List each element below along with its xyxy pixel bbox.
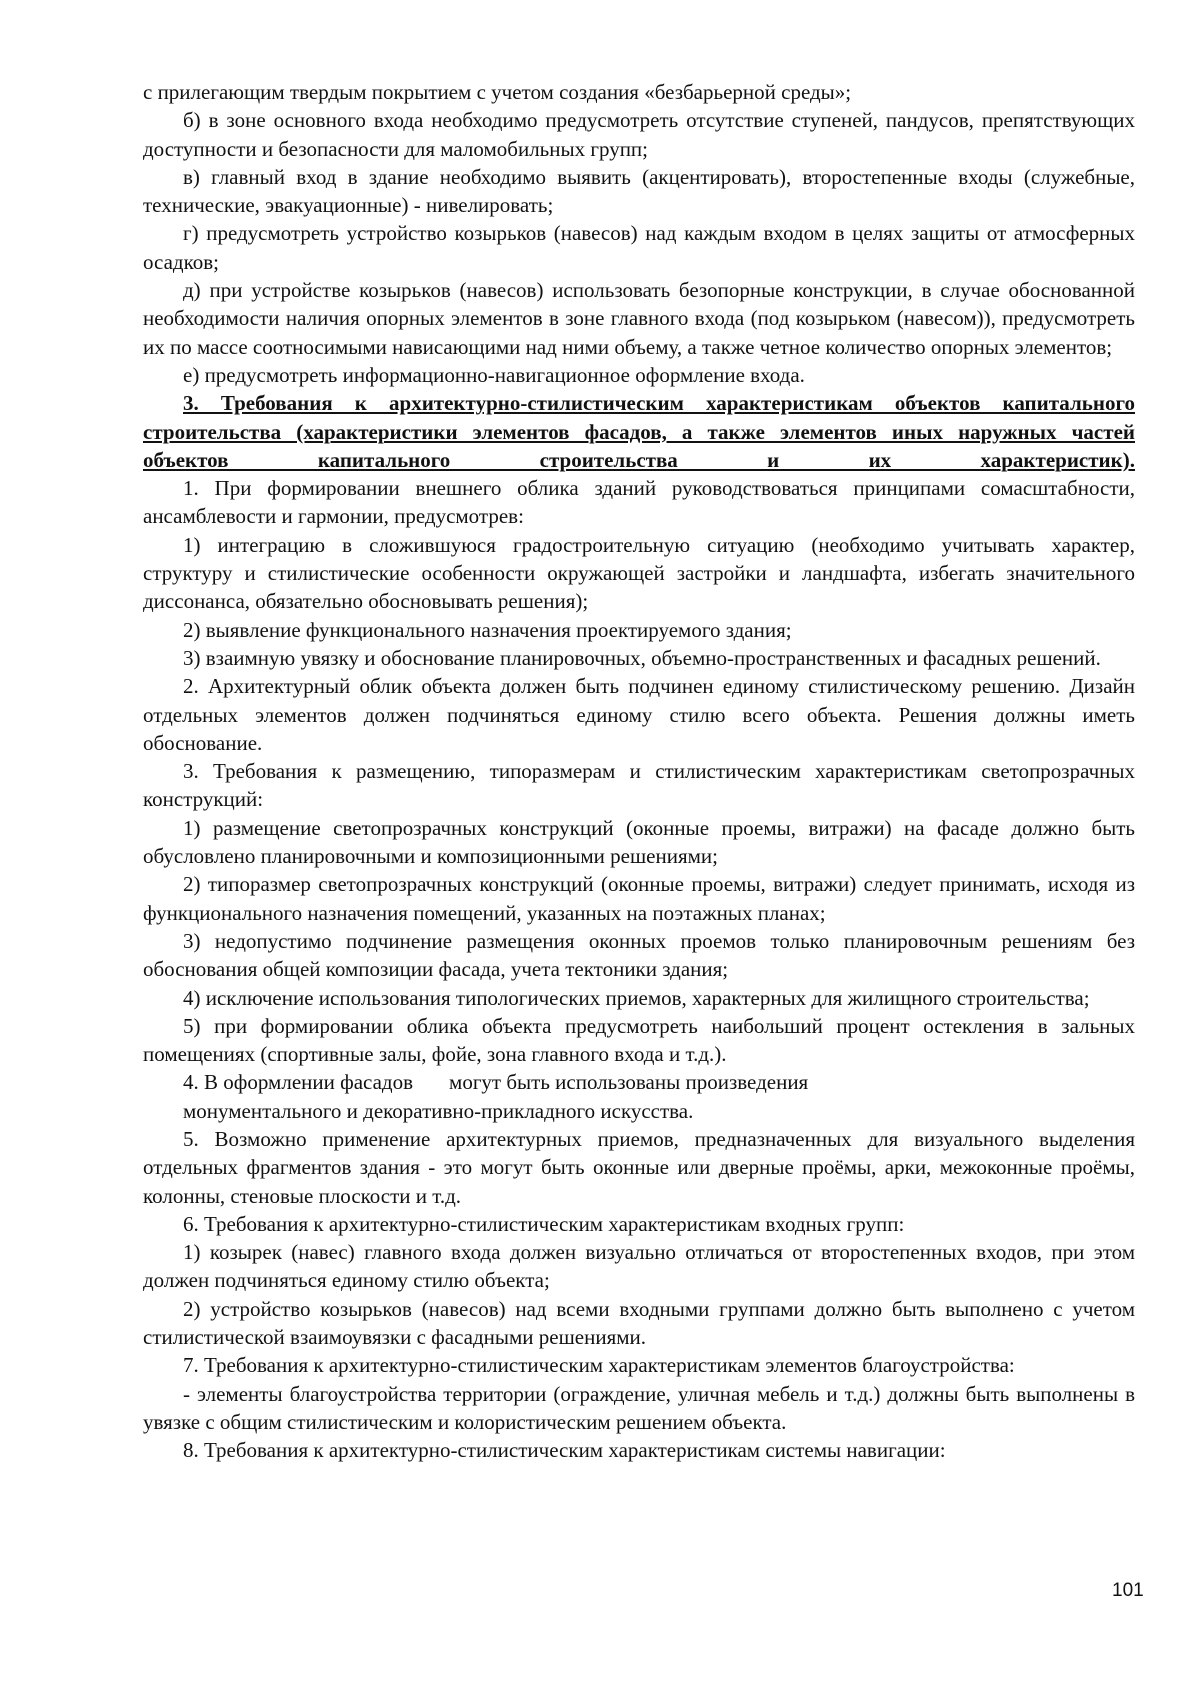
paragraph-4-part2: могут быть использованы произведения [449, 1070, 809, 1095]
subitem-3-5: 5) при формировании облика объекта предусмотреть наибольший процент остекления в зальных помещениях (спортивные залы, фойе, зона главного входа и т.д.). [143, 1013, 1135, 1067]
document-body [143, 78, 1135, 1465]
list-item-b: б) в зоне основного входа необходимо предусмотреть отсутствие ступеней, пандусов, препятствующих доступности и безопасности для маломобильных групп; [143, 108, 1135, 161]
section-heading: 3. Требования к архитектурно-стилистическим характеристикам объектов капитального строительства (характеристики элементов фасадов, а также элементов иных наружных частей объектов капитального строительства и их характеристик). [143, 391, 1135, 472]
list-item-d: д) при устройстве козырьков (навесов) использовать безопорные конструкции, в случае обоснованной необходимости наличия опорных элементов в зоне главного входа (под козырьком (навесом)), предусмотреть их по массе соотносимыми нависающими над ними объему, а также четное количество опорных элементов; [143, 278, 1135, 359]
list-item-e: е) предусмотреть информационно-навигационное оформление входа. [183, 362, 805, 387]
subitem-1-1: 1) интеграцию в сложившуюся градостроительную ситуацию (необходимо учитывать характер, структуру и стилистические особенности окружающей застройки и ландшафта, избегать значительного диссонанса, обязательно обосновывать решения); [143, 532, 1135, 614]
paragraph-2: 2. Архитектурный облик объекта должен быть подчинен единому стилистическому решению. Дизайн отдельных элементов должен подчиняться единому стилю всего объекта. Решения должны иметь обоснование. [143, 674, 1135, 755]
paragraph-7: 7. Требования к архитектурно-стилистическим характеристикам элементов благоустройства: [183, 1353, 1015, 1378]
paragraph-4-part1: 4. В оформлении фасадов [183, 1070, 414, 1095]
paragraph-5: 5. Возможно применение архитектурных приемов, предназначенных для визуального выделения отдельных фрагментов здания - это могут быть оконные или дверные проёмы, арки, межоконные проёмы, колонны, стеновые плоскости и т.д. [143, 1126, 1135, 1208]
subitem-3-2: 2) типоразмер светопрозрачных конструкций (оконные проемы, витражи) следует принимать, исходя из функционального назначения помещений, указанных на поэтажных планах; [143, 872, 1135, 925]
subitem-1-3: 3) взаимную увязку и обоснование планировочных, объемно-пространственных и фасадных решений. [183, 645, 1101, 670]
paragraph-6: 6. Требования к архитектурно-стилистическим характеристикам входных групп: [183, 1211, 905, 1236]
subitem-6-2: 2) устройство козырьков (навесов) над всеми входными группами должно быть выполнено с учетом стилистической взаимоувязки с фасадными решениями. [143, 1296, 1135, 1350]
paragraph-1: 1. При формировании внешнего облика зданий руководствоваться принципами сомасштабности, ансамблевости и гармонии, предусмотрев: [143, 476, 1135, 529]
list-item-v: в) главный вход в здание необходимо выявить (акцентировать), второстепенные входы (служебные, технические, эвакуационные) - нивелировать; [143, 164, 1135, 218]
subitem-7-1: - элементы благоустройства территории (ограждение, уличная мебель и т.д.) должны быть выполнены в увязке с общим стилистическим и колористическим решением объекта. [143, 1381, 1135, 1434]
subitem-3-3: 3) недопустимо подчинение размещения оконных проемов только планировочным решениям без обоснования общей композиции фасада, учета тектоники здания; [143, 928, 1135, 982]
subitem-3-1: 1) размещение светопрозрачных конструкций (оконные проемы, витражи) на фасаде должно быть обусловлено планировочными и композиционными решениями; [143, 815, 1135, 869]
paragraph-continuation: с прилегающим твердым покрытием с учетом создания «безбарьерной среды»; [143, 80, 852, 104]
paragraph-3: 3. Требования к размещению, типоразмерам и стилистическим характеристикам светопрозрачных конструкций: [143, 759, 1135, 812]
subitem-1-2: 2) выявление функционального назначения проектируемого здания; [183, 617, 792, 642]
paragraph-4 [143, 1068, 1135, 1125]
subitem-3-4: 4) исключение использования типологических приемов, характерных для жилищного строительства; [183, 985, 1090, 1010]
subitem-6-1: 1) козырек (навес) главного входа должен визуально отличаться от второстепенных входов, при этом должен подчиняться единому стилю объекта; [143, 1240, 1135, 1293]
paragraph-4-line2: монументального и декоративно-прикладного искусства. [183, 1098, 694, 1123]
page-number: 101 [1112, 1580, 1144, 1601]
paragraph-8: 8. Требования к архитектурно-стилистическим характеристикам системы навигации: [183, 1438, 946, 1463]
list-item-g: г) предусмотреть устройство козырьков (навесов) над каждым входом в целях защиты от атмосферных осадков; [143, 221, 1135, 274]
